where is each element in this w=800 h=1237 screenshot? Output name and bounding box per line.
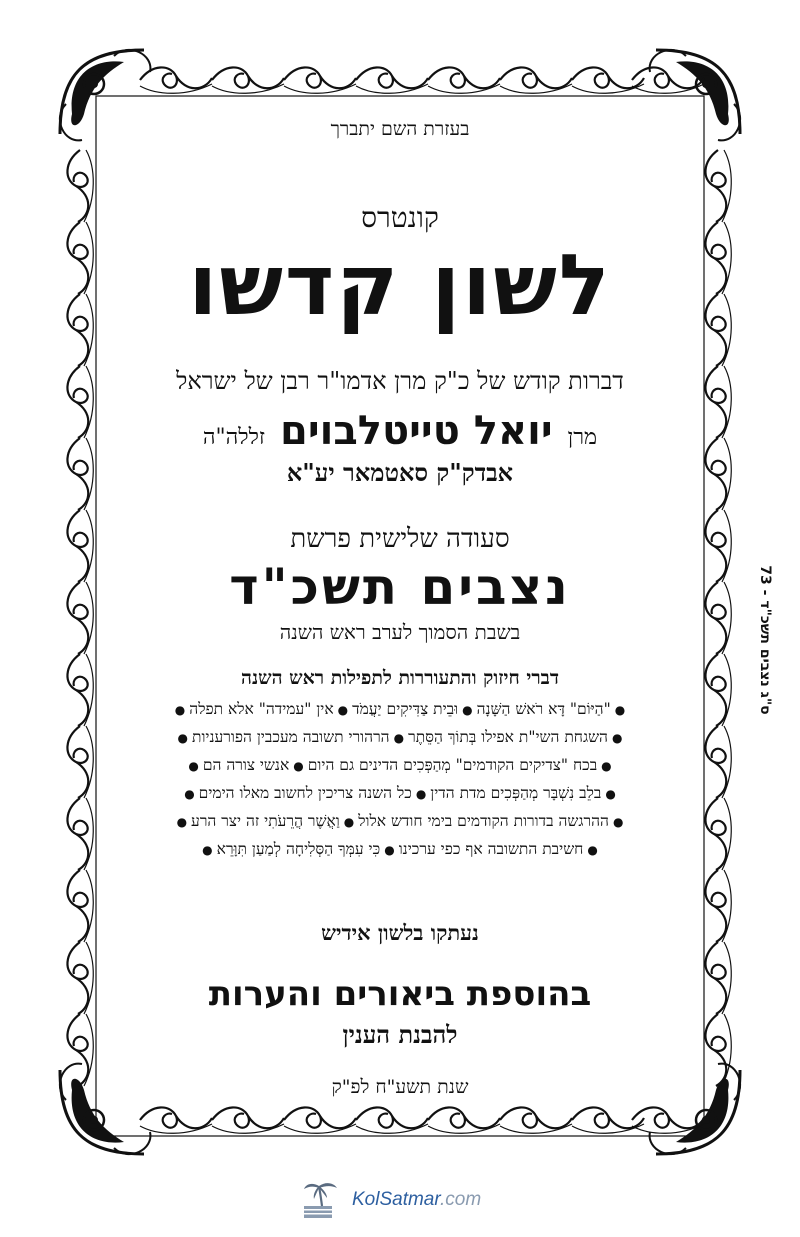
additions-title: בהוספת ביאורים והערות bbox=[208, 974, 592, 1015]
bullet-icon: ● bbox=[614, 703, 626, 718]
logo-text bbox=[352, 1189, 481, 1211]
translation-note: נעתקו בלשון אידיש bbox=[321, 920, 479, 946]
top-dedication: בעזרת השם יתברך bbox=[330, 118, 470, 140]
author-line bbox=[120, 408, 680, 454]
bullet-icon: ● bbox=[462, 703, 473, 718]
topic-row bbox=[124, 780, 676, 808]
bullet-icon: ● bbox=[177, 731, 189, 746]
bullet-icon: ● bbox=[415, 787, 427, 802]
topic-item: כל השנה צריכין לחשוב מאלו הימים bbox=[198, 784, 412, 803]
maran-prefix: מרן bbox=[567, 425, 598, 451]
topic-row bbox=[124, 752, 676, 780]
topic-item: וּבֵית צַדִּיקִים יַעֲמֹד bbox=[352, 700, 459, 719]
topic-item: "הַיּוֹם" דָּא רֹאשׁ הַשָּׁנָה bbox=[476, 700, 611, 719]
topic-item: בכח "צדיקים הקודמים" מְהַפְּכִים הדינים גם היום bbox=[307, 756, 598, 775]
topic-item: חשיבת התשובה אף כפי ערכינו bbox=[398, 840, 584, 859]
dibros-line: דברות קודש של כ"ק מרן אדמו"ר רבן של ישראל bbox=[176, 367, 624, 396]
bullet-icon: ● bbox=[176, 815, 188, 830]
topics-heading: דברי חיזוק והתעוררות לתפילות ראש השנה bbox=[241, 667, 559, 690]
bullet-icon: ● bbox=[611, 731, 623, 746]
logo-brand: KolSatmar bbox=[352, 1189, 440, 1210]
bullet-icon: ● bbox=[337, 703, 349, 718]
topic-row bbox=[124, 808, 676, 836]
abd-line: אבדק"ק סאטמאר יע"א bbox=[286, 458, 514, 488]
bullet-icon: ● bbox=[601, 759, 612, 774]
kuntres-label: קונטרס bbox=[361, 201, 439, 234]
title-page-content bbox=[120, 110, 680, 1130]
bullet-icon: ● bbox=[293, 759, 304, 774]
bullet-icon: ● bbox=[188, 759, 199, 774]
seuda-line: סעודה שלישית פרשת bbox=[290, 524, 510, 555]
understanding-line: להבנת הענין bbox=[342, 1020, 458, 1050]
topics-list bbox=[120, 696, 680, 864]
topic-item: אין "עמידה" אלא תפלה bbox=[189, 700, 334, 719]
author-name: יואל טייטלבוים bbox=[280, 408, 553, 455]
topic-item: וַאֲשֶׁר הֲרֵעֹתִי זה יצר הרע bbox=[191, 812, 340, 831]
topic-row bbox=[124, 724, 676, 752]
topic-row bbox=[124, 836, 676, 864]
palm-tree-logo-icon bbox=[300, 1180, 344, 1220]
bullet-icon: ● bbox=[393, 731, 405, 746]
topic-row bbox=[124, 696, 676, 724]
topic-item: אנשי צורה הם bbox=[202, 756, 290, 775]
parsha-title: נצבים תשכ"ד bbox=[229, 558, 571, 617]
bullet-icon: ● bbox=[612, 815, 624, 830]
bullet-icon: ● bbox=[202, 843, 213, 858]
bullet-icon: ● bbox=[343, 815, 355, 830]
kolsatmar-logo[interactable] bbox=[300, 1180, 481, 1220]
year-line: שנת תשע"ח לפ"ק bbox=[331, 1076, 469, 1099]
bullet-icon: ● bbox=[605, 787, 616, 802]
topic-item: כִּי עִמְּךָ הַסְּלִיחָה לְמַעַן תִּוָּרֵא bbox=[216, 840, 381, 859]
author-suffix: זללה"ה bbox=[202, 425, 266, 451]
main-title: לשון קדשו bbox=[188, 236, 612, 334]
shabbos-line: בשבת הסמוך לערב ראש השנה bbox=[279, 620, 521, 645]
topic-item: ההרגשה בדורות הקודמים בימי חודש אלול bbox=[358, 812, 609, 831]
logo-tld: .com bbox=[440, 1189, 482, 1210]
topic-item: הרהורי תשובה מעכבין הפורעניות bbox=[192, 728, 390, 747]
bullet-icon: ● bbox=[174, 703, 186, 718]
side-page-label: ס"ג נצבים תשכ"ד - 73 bbox=[757, 565, 773, 715]
topic-item: השגחת השי"ת אפילו בְּתוֹךְ הַסֵּתֶר bbox=[408, 728, 608, 747]
bullet-icon: ● bbox=[384, 843, 395, 858]
topic-item: בלֵב נִשְׁבָּר מְהַפְּכִים מדת הדין bbox=[430, 784, 602, 803]
bullet-icon: ● bbox=[587, 843, 598, 858]
bullet-icon: ● bbox=[184, 787, 195, 802]
